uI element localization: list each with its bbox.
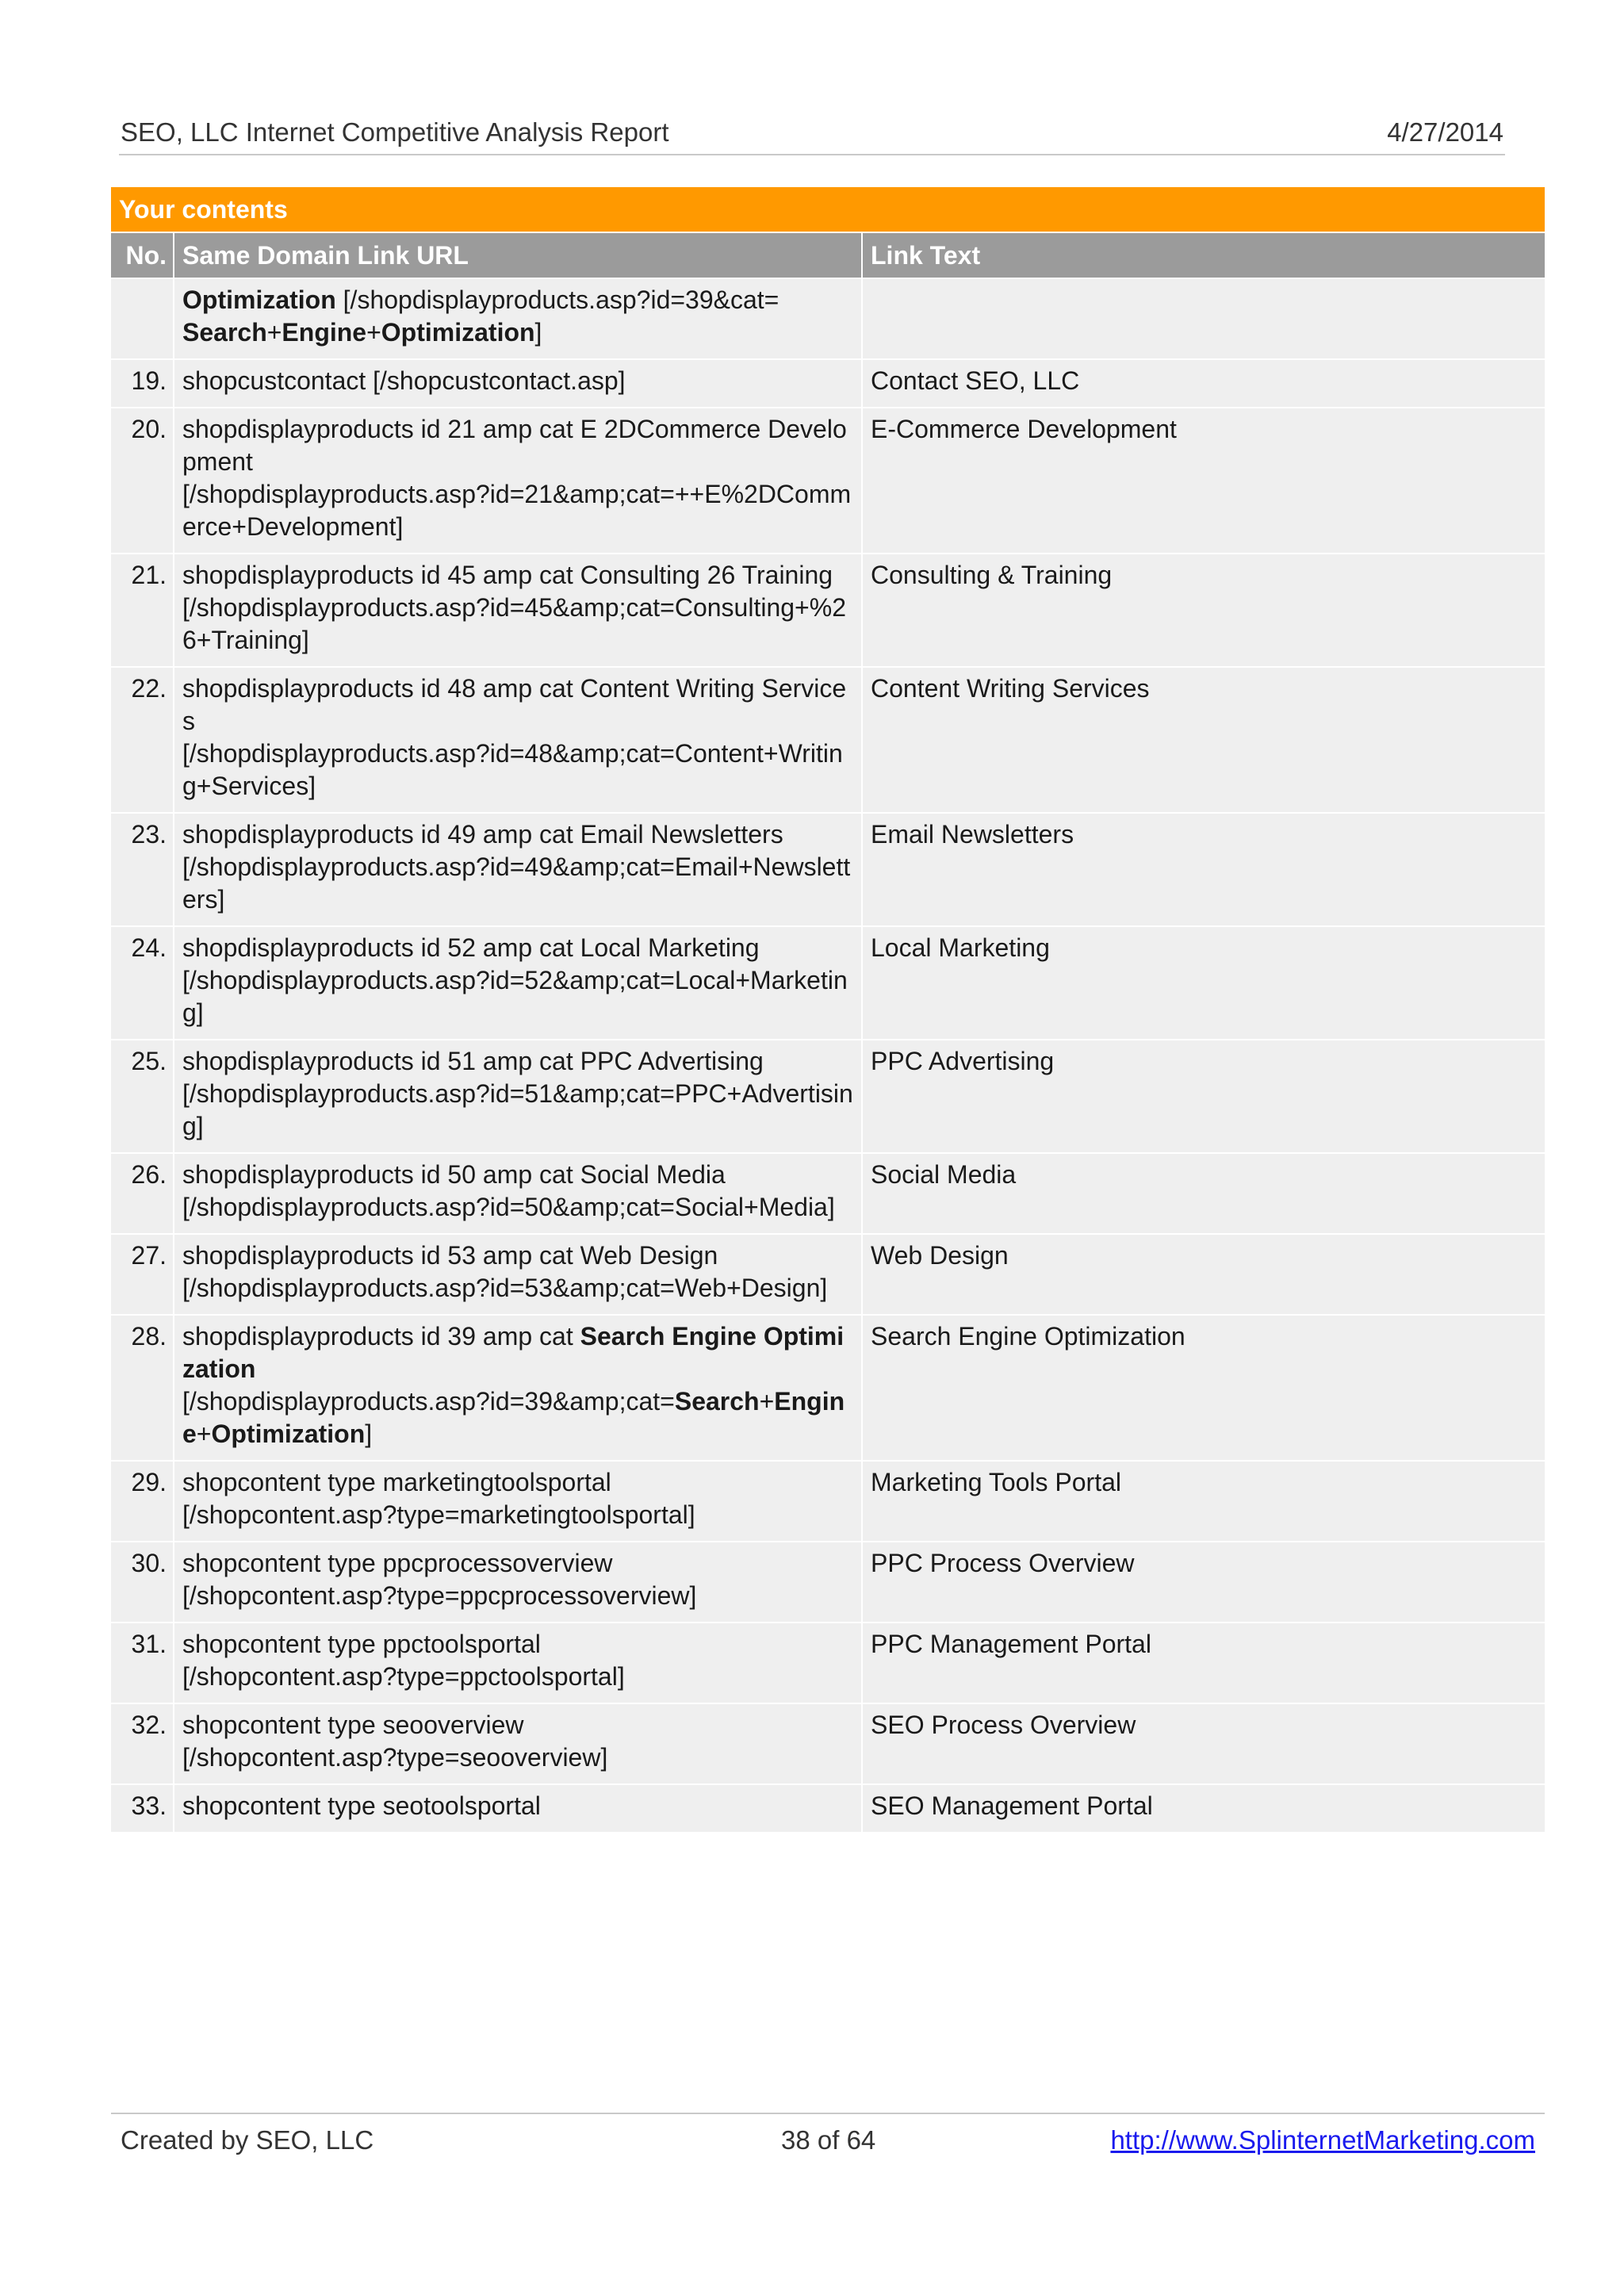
table-row <box>111 812 1545 925</box>
row-link-text: Local Marketing <box>871 933 1050 962</box>
table-row <box>111 1541 1545 1622</box>
footer-page-number: 38 of 64 <box>781 2125 876 2155</box>
page-footer <box>111 2113 1545 2155</box>
row-number: 24. <box>111 927 174 1039</box>
row-url: Optimization [/shopdisplayproducts.asp?id=39&cat= Search+Engine+Optimization] <box>174 279 863 358</box>
row-number: 26. <box>111 1154 174 1233</box>
row-url: shopcontent type ppctoolsportal [/shopcontent.asp?type=ppctoolsportal] <box>174 1623 863 1703</box>
row-number: 20. <box>111 408 174 553</box>
row-number: 33. <box>111 1785 174 1832</box>
row-url: shopcontent type marketingtoolsportal [/shopcontent.asp?type=marketingtoolsportal] <box>174 1462 863 1541</box>
row-link-text: PPC Advertising <box>871 1047 1055 1075</box>
row-number: 31. <box>111 1623 174 1703</box>
table-row <box>111 1784 1545 1832</box>
table-row <box>111 1314 1545 1460</box>
row-url: shopcontent type ppcprocessoverview [/shopcontent.asp?type=ppcprocessoverview] <box>174 1542 863 1622</box>
row-link-text: Content Writing Services <box>871 674 1150 703</box>
contents-table <box>111 187 1545 1832</box>
row-number: 22. <box>111 668 174 812</box>
row-url: shopdisplayproducts id 39 amp cat Search Engine Optimization [/shopdisplayproducts.asp?id=39&amp;cat=Search+Engine+Optimization] <box>174 1316 863 1460</box>
row-number: 28. <box>111 1316 174 1460</box>
table-title: Your contents <box>111 187 1545 232</box>
footer-created-by: Created by SEO, LLC <box>121 2125 374 2155</box>
row-url: shopdisplayproducts id 50 amp cat Social Media [/shopdisplayproducts.asp?id=50&amp;cat=Social+Media] <box>174 1154 863 1233</box>
row-link-text: Web Design <box>871 1241 1009 1270</box>
row-url: shopdisplayproducts id 53 amp cat Web Design [/shopdisplayproducts.asp?id=53&amp;cat=Web+Design] <box>174 1235 863 1314</box>
row-url: shopdisplayproducts id 52 amp cat Local Marketing [/shopdisplayproducts.asp?id=52&amp;cat=Local+Marketing] <box>174 927 863 1039</box>
row-link-text: PPC Management Portal <box>871 1630 1151 1658</box>
report-date: 4/27/2014 <box>1387 117 1503 147</box>
table-row <box>111 1703 1545 1784</box>
table-row <box>111 407 1545 553</box>
row-link-text: Social Media <box>871 1160 1017 1189</box>
row-link-text: PPC Process Overview <box>871 1549 1135 1577</box>
row-url: shopcontent type seooverview [/shopcontent.asp?type=seooverview] <box>174 1704 863 1784</box>
row-number: 25. <box>111 1040 174 1152</box>
row-number: 19. <box>111 360 174 407</box>
row-number: 29. <box>111 1462 174 1541</box>
row-number: 32. <box>111 1704 174 1784</box>
footer-website-link[interactable]: http://www.SplinternetMarketing.com <box>1110 2125 1535 2155</box>
page-header <box>119 117 1505 155</box>
row-link-text: Search Engine Optimization <box>871 1322 1185 1351</box>
row-url: shopdisplayproducts id 21 amp cat E 2DCommerce Development [/shopdisplayproducts.asp?id=21&amp;cat=++E%2DCommerce+Development] <box>174 408 863 553</box>
row-number: 23. <box>111 814 174 925</box>
row-link-text: Contact SEO, LLC <box>871 366 1080 395</box>
row-url: shopcontent type seotoolsportal <box>174 1785 863 1832</box>
row-url: shopdisplayproducts id 48 amp cat Content Writing Services [/shopdisplayproducts.asp?id=48&amp;cat=Content+Writing+Services] <box>174 668 863 812</box>
table-row <box>111 358 1545 407</box>
report-title: SEO, LLC Internet Competitive Analysis Report <box>121 117 669 147</box>
row-link-text: E-Commerce Development <box>871 415 1177 443</box>
table-row-continuation <box>111 278 1545 358</box>
row-number: 27. <box>111 1235 174 1314</box>
row-number <box>111 279 174 358</box>
table-row <box>111 925 1545 1039</box>
row-url: shopdisplayproducts id 49 amp cat Email Newsletters [/shopdisplayproducts.asp?id=49&amp;cat=Email+Newsletters] <box>174 814 863 925</box>
row-number: 21. <box>111 554 174 666</box>
table-row <box>111 1039 1545 1152</box>
row-link-text: Email Newsletters <box>871 820 1074 849</box>
table-row <box>111 666 1545 812</box>
table-row <box>111 1622 1545 1703</box>
column-header-no: No. <box>111 233 174 278</box>
row-url: shopdisplayproducts id 51 amp cat PPC Advertising [/shopdisplayproducts.asp?id=51&amp;cat=PPC+Advertising] <box>174 1040 863 1152</box>
row-link-text: Marketing Tools Portal <box>871 1468 1121 1496</box>
table-header-row <box>111 232 1545 278</box>
row-link-text: SEO Management Portal <box>871 1791 1153 1820</box>
row-url: shopdisplayproducts id 45 amp cat Consulting 26 Training [/shopdisplayproducts.asp?id=45&amp;cat=Consulting+%26+Training] <box>174 554 863 666</box>
table-row <box>111 1460 1545 1541</box>
row-link-text <box>863 279 1545 358</box>
column-header-url: Same Domain Link URL <box>174 233 863 278</box>
table-row <box>111 1233 1545 1314</box>
row-link-text: SEO Process Overview <box>871 1711 1136 1739</box>
row-url: shopcustcontact [/shopcustcontact.asp] <box>174 360 863 407</box>
column-header-link-text: Link Text <box>871 241 981 270</box>
row-number: 30. <box>111 1542 174 1622</box>
row-link-text: Consulting & Training <box>871 561 1113 589</box>
table-row <box>111 553 1545 666</box>
table-row <box>111 1152 1545 1233</box>
